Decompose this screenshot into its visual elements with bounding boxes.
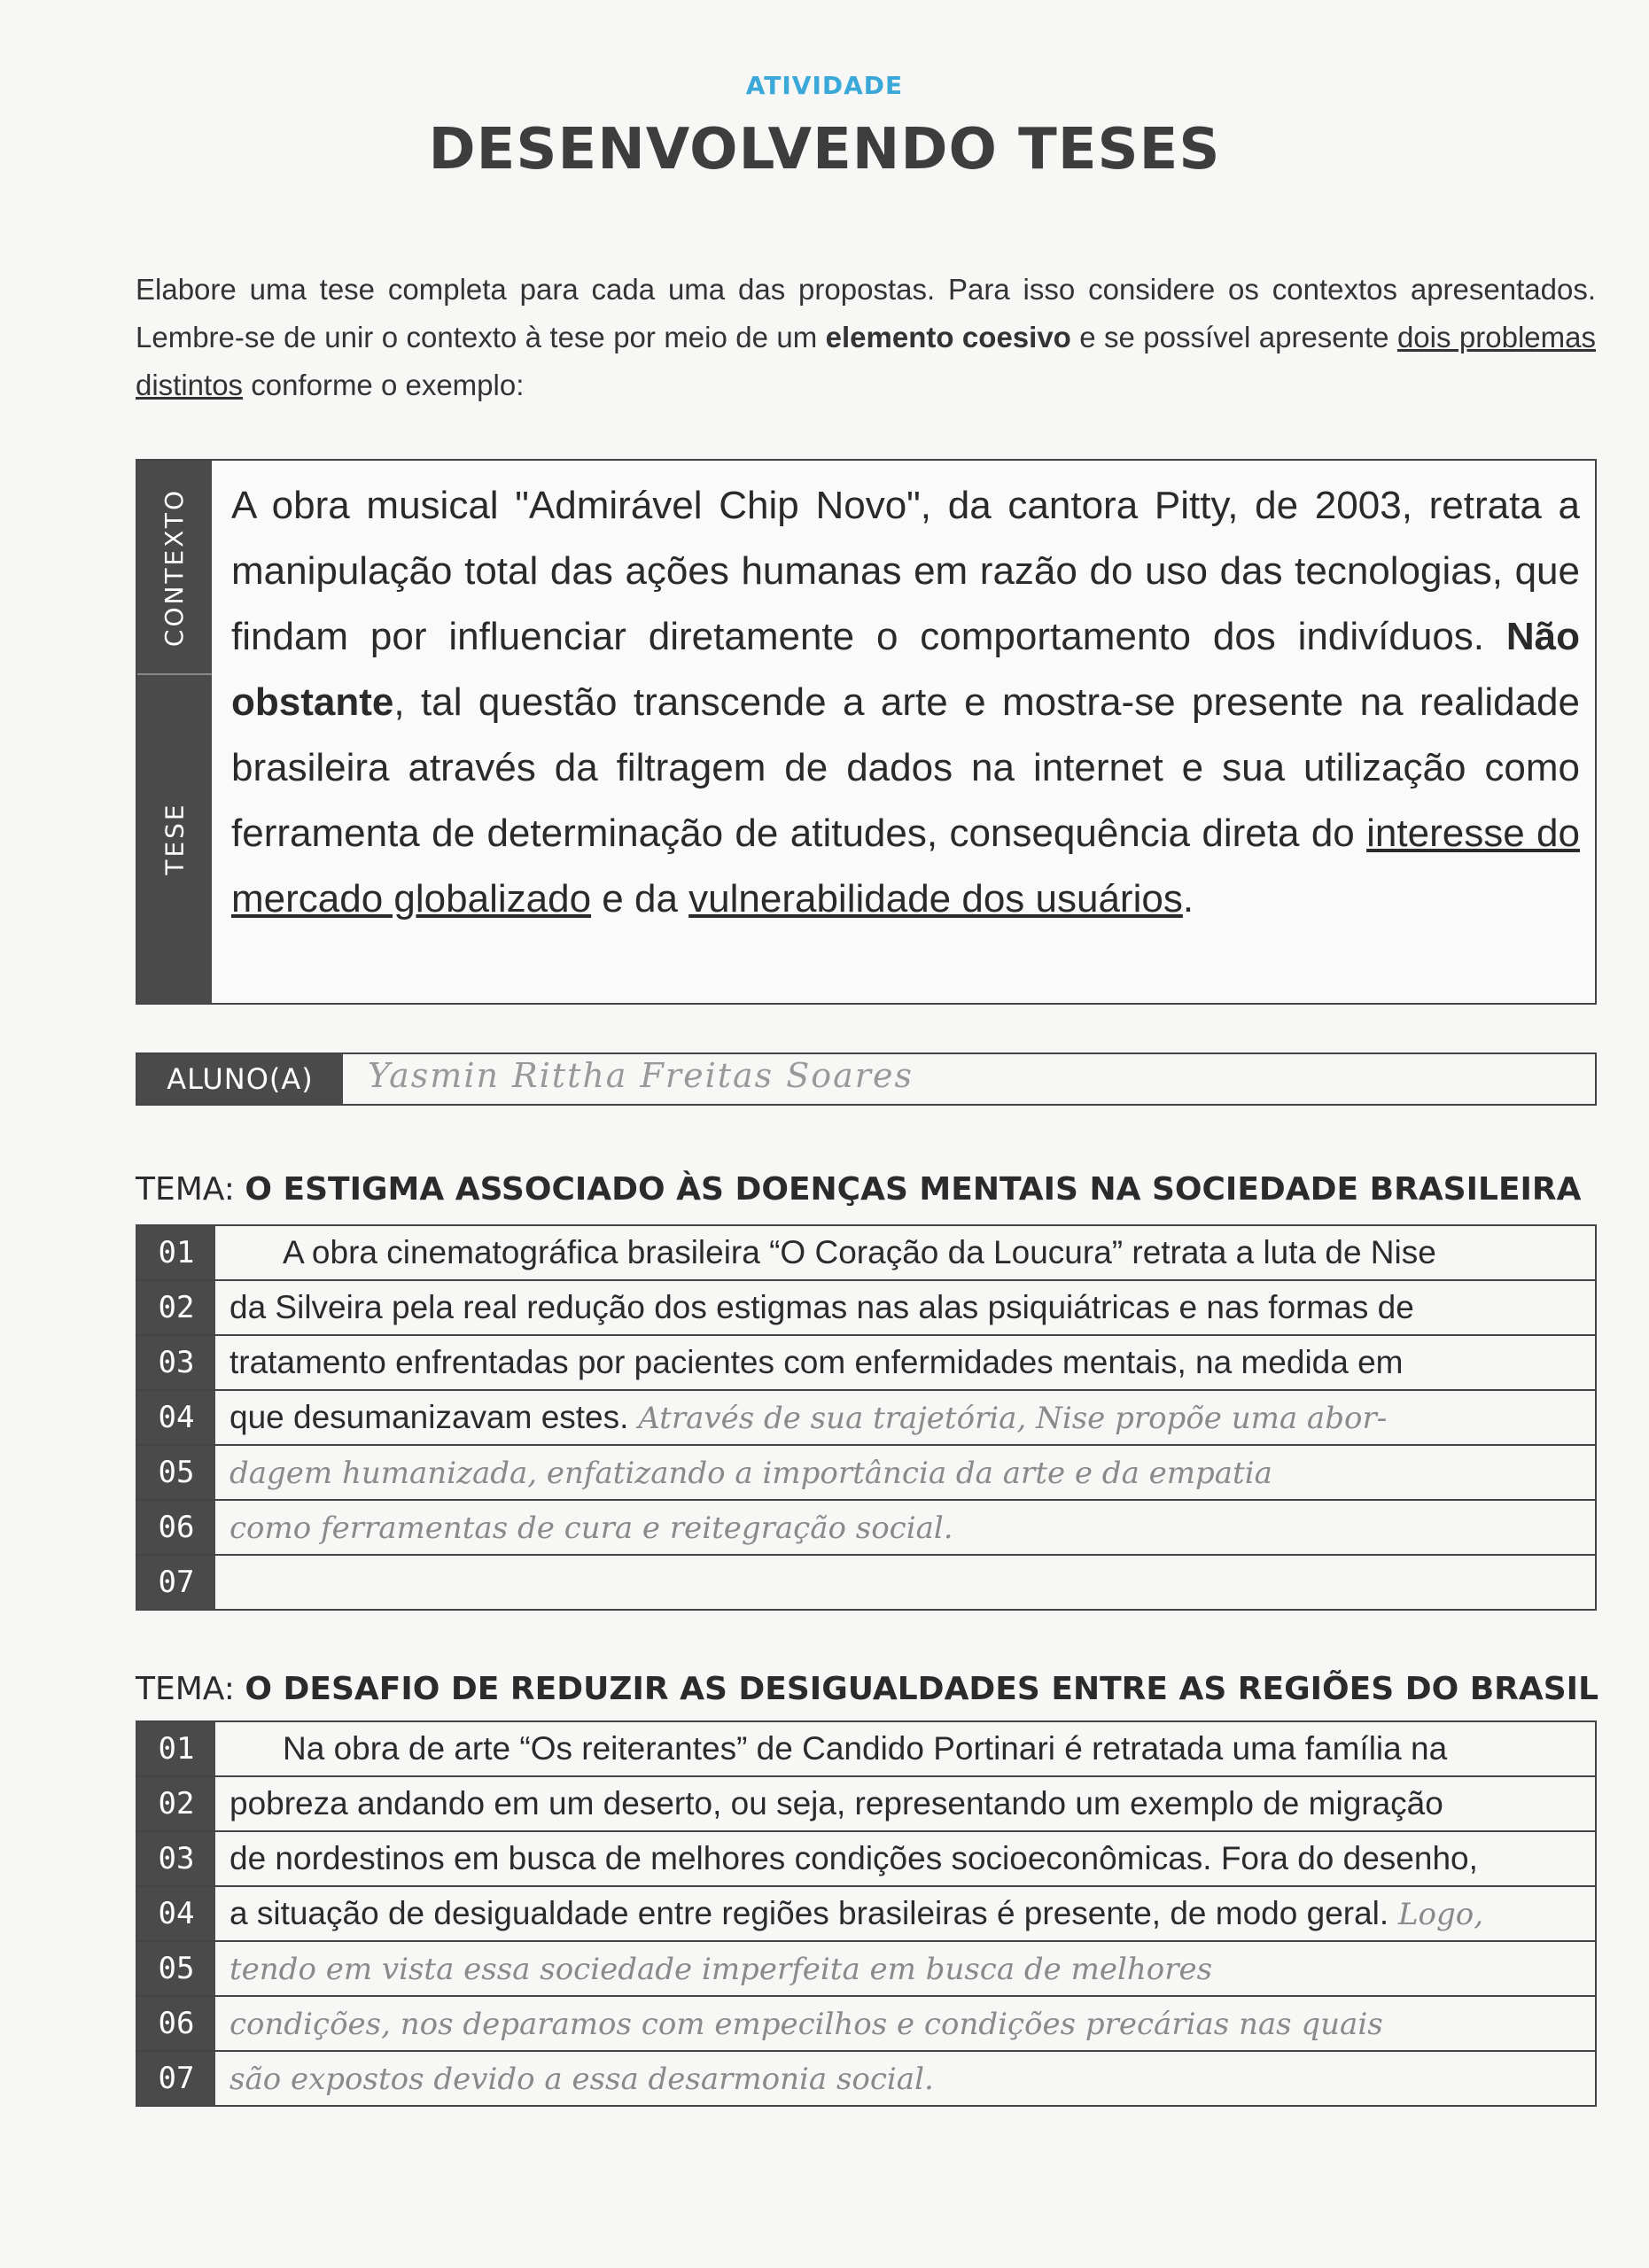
line-printed: A obra cinematográfica brasileira “O Coração da Loucura” retrata a luta de Nise bbox=[283, 1234, 1436, 1270]
line-number: 02 bbox=[137, 1777, 215, 1830]
topic-1-lines bbox=[136, 1224, 1597, 1611]
example-connector: Não obstante bbox=[231, 615, 1580, 724]
line-text bbox=[229, 1947, 1584, 1991]
example-problem-2: vulnerabilidade dos usuários bbox=[688, 877, 1183, 920]
line-printed: tratamento enfrentadas por pacientes com enfermidades mentais, na medida em bbox=[229, 1344, 1404, 1380]
example-text bbox=[231, 473, 1580, 932]
topic-2-line-03[interactable] bbox=[137, 1832, 1595, 1887]
topic-1-line-04[interactable] bbox=[137, 1391, 1595, 1446]
example-box bbox=[136, 459, 1597, 1005]
line-handwritten: são expostos devido a essa desarmonia social. bbox=[229, 2062, 934, 2097]
line-text bbox=[229, 2002, 1584, 2046]
topic-1-heading bbox=[136, 1171, 1582, 1208]
line-number: 03 bbox=[137, 1336, 215, 1389]
topic-2-line-05[interactable] bbox=[137, 1942, 1595, 1997]
topic-1-title: O ESTIGMA ASSOCIADO ÀS DOENÇAS MENTAIS NA SOCIEDADE BRASILEIRA bbox=[245, 1171, 1582, 1208]
context-label bbox=[137, 461, 212, 673]
topic-2-line-04[interactable] bbox=[137, 1887, 1595, 1942]
line-text bbox=[229, 1783, 1584, 1826]
topic-2-title: O DESAFIO DE REDUZIR AS DESIGUALDADES ENTRE AS REGIÕES DO BRASIL bbox=[245, 1671, 1599, 1707]
line-text bbox=[229, 1231, 1584, 1275]
instructions-bold: elemento coesivo bbox=[825, 321, 1071, 353]
line-handwritten: tendo em vista essa sociedade imperfeita em busca de melhores bbox=[229, 1952, 1213, 1987]
line-printed: da Silveira pela real redução dos estigmas nas alas psiquiátricas e nas formas de bbox=[229, 1289, 1414, 1325]
line-printed: de nordestinos em busca de melhores condições socioeconômicas. Fora do desenho, bbox=[229, 1840, 1478, 1876]
context-label-text: CONTEXTO bbox=[159, 487, 190, 647]
instructions bbox=[136, 266, 1596, 409]
line-number: 05 bbox=[137, 1446, 215, 1499]
line-handwritten: como ferramentas de cura e reitegração social. bbox=[229, 1511, 953, 1546]
instructions-text-1: Elabore uma tese completa para cada uma das propostas. Para isso considere os contextos apresentados. Lembre-se de unir o contexto à tese por meio de um bbox=[136, 273, 1596, 353]
instructions-text-2: e se possível apresente bbox=[1070, 321, 1397, 353]
line-text bbox=[229, 1837, 1584, 1881]
line-printed: Na obra de arte “Os reiterantes” de Candido Portinari é retratada uma família na bbox=[283, 1730, 1448, 1767]
line-number: 01 bbox=[137, 1722, 215, 1775]
instructions-text-3: conforme o exemplo: bbox=[243, 369, 525, 401]
line-number: 01 bbox=[137, 1226, 215, 1279]
line-handwritten: Através de sua trajetória, Nise propõe uma abor- bbox=[628, 1401, 1388, 1436]
line-text bbox=[229, 1451, 1584, 1495]
line-number: 04 bbox=[137, 1887, 215, 1940]
line-text bbox=[229, 1892, 1584, 1936]
line-number: 06 bbox=[137, 1997, 215, 2050]
topic-1-line-03[interactable] bbox=[137, 1336, 1595, 1391]
student-name-handwritten: Yasmin Rittha Freitas Soares bbox=[368, 1056, 914, 1095]
topic-1-line-07[interactable] bbox=[137, 1556, 1595, 1611]
topic-2-prefix: TEMA: bbox=[136, 1671, 235, 1707]
line-number: 07 bbox=[137, 2052, 215, 2105]
example-problem-1: interesse do mercado globalizado bbox=[231, 812, 1580, 920]
activity-kicker: ATIVIDADE bbox=[745, 71, 904, 100]
topic-2-heading bbox=[136, 1671, 1598, 1707]
line-handwritten: condições, nos deparamos com empecilhos e condições precárias nas quais bbox=[229, 2007, 1383, 2042]
topic-2-lines bbox=[136, 1720, 1597, 2107]
line-text bbox=[229, 1341, 1584, 1385]
topic-2-line-07[interactable] bbox=[137, 2052, 1595, 2107]
example-thesis-2: e da bbox=[591, 877, 689, 920]
line-printed: que desumanizavam estes. bbox=[229, 1399, 629, 1435]
line-number: 02 bbox=[137, 1281, 215, 1334]
student-label: ALUNO(A) bbox=[137, 1054, 343, 1104]
line-number: 06 bbox=[137, 1501, 215, 1554]
line-number: 07 bbox=[137, 1556, 215, 1609]
line-text bbox=[229, 1396, 1584, 1440]
line-handwritten: Logo, bbox=[1388, 1897, 1484, 1932]
line-number: 04 bbox=[137, 1391, 215, 1444]
instructions-underlined: dois problemas distintos bbox=[136, 321, 1596, 401]
thesis-label bbox=[137, 673, 212, 1003]
line-text bbox=[229, 1728, 1584, 1771]
topic-1-line-05[interactable] bbox=[137, 1446, 1595, 1501]
student-field[interactable] bbox=[136, 1052, 1597, 1106]
example-thesis-end: . bbox=[1182, 877, 1194, 920]
topic-2-line-02[interactable] bbox=[137, 1777, 1595, 1832]
line-text bbox=[229, 1286, 1584, 1330]
topic-2-line-01[interactable] bbox=[137, 1722, 1595, 1777]
topic-1-line-06[interactable] bbox=[137, 1501, 1595, 1556]
line-number: 03 bbox=[137, 1832, 215, 1885]
line-text bbox=[229, 2057, 1584, 2101]
line-printed: pobreza andando em um deserto, ou seja, representando um exemplo de migração bbox=[229, 1785, 1443, 1821]
topic-1-line-02[interactable] bbox=[137, 1281, 1595, 1336]
thesis-label-text: TESE bbox=[159, 801, 190, 875]
line-number: 05 bbox=[137, 1942, 215, 1995]
topic-1-prefix: TEMA: bbox=[136, 1171, 235, 1208]
example-context: A obra musical "Admirável Chip Novo", da cantora Pitty, de 2003, retrata a manipulação total das ações humanas em razão do uso das tecnologias, que findam por influenciar diretamente o comportamento dos indivíduos. bbox=[231, 484, 1580, 658]
example-thesis-1: , tal questão transcende a arte e mostra-se presente na realidade brasileira através da filtragem de dados na internet e sua utilização como ferramenta de determinação de atitudes, consequência direta do bbox=[231, 680, 1580, 855]
line-text bbox=[229, 1506, 1584, 1550]
topic-1-line-01[interactable] bbox=[137, 1226, 1595, 1281]
page-title: DESENVOLVENDO TESES bbox=[428, 117, 1221, 183]
line-handwritten: dagem humanizada, enfatizando a importância da arte e da empatia bbox=[229, 1456, 1272, 1491]
topic-2-line-06[interactable] bbox=[137, 1997, 1595, 2052]
line-printed: a situação de desigualdade entre regiões brasileiras é presente, de modo geral. bbox=[229, 1895, 1389, 1931]
